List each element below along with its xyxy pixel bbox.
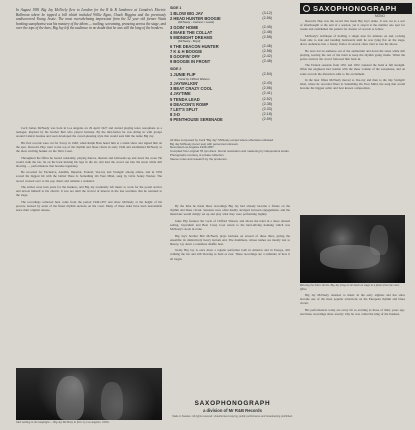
liner-notes-left bbox=[16, 126, 162, 215]
recording-credits bbox=[170, 139, 290, 161]
track-item: 2 HEAD HUNTER BOOGIE (2-56) (McNeely - Jackson / Lewis) bbox=[170, 16, 272, 25]
liner-paragraph: He once led an audience out of the auditorium and down the street while still playing, leaving the rest of the band to keep the rhythm going inside. When the police arrived, the crowd followed him back in. bbox=[300, 48, 405, 61]
liner-paragraph: Big Jay's brother Bob McNeely plays baritone on several of these titles, giving the ensemble its distinctively heavy bottom end. The drummers, whose names are mostly lost to history, lay down a relentless shuffle beat. bbox=[170, 233, 290, 246]
track-item: 1 JUNIE FLIP (2-54) Vocal by Clifford Watson bbox=[170, 72, 272, 81]
liner-paragraph: Big Jay McNeely returned to music in the early eighties and has since become one of the most popular attractions on the European rhythm and blues circuit. bbox=[300, 293, 405, 306]
track-item: 4 JAYTIME (2-41) bbox=[170, 91, 272, 97]
track-item: 8 3-D (2-18) bbox=[170, 112, 272, 118]
liner-paragraph: Throughout the fifties he toured constantly, playing dances, theatres and ballrooms up and down the coast. He would walk the bar, lie on his back kicking his legs in the air, and lead the crowd out into the street while still blowing — performances that became legendary. bbox=[16, 155, 162, 168]
liner-paragraph: His first records were cut for Savoy in 1948, when Ralph Bass heard him at a talent show and signed him on the spot. Deacon's Hop went to the top of the rhythm and blues charts in early 1949 and established McNeely as the most exciting honker on the West Coast. bbox=[16, 140, 162, 154]
credit-line: Big Jay McNeely (tenor sax) with personnel unknown. bbox=[170, 141, 239, 146]
track-item: 9 PENTHOUSE SERENADE (2-59) bbox=[170, 117, 272, 123]
track-item: 9 BOOGIE IN FRONT (2-48) bbox=[170, 59, 272, 65]
track-item: 5 TENDA LEAD (2-52) bbox=[170, 96, 272, 102]
stage-photo bbox=[300, 215, 405, 283]
side-1-tracks bbox=[170, 11, 290, 64]
liner-paragraph: He recorded for Exclusive, Aladdin, Imperial, Federal, Vee-Jay and Swingin' among others, and in 1959 scored his biggest hit with the ballad There Is Something On Your Mind, sung by Little Sonny Warner. The record crossed over to the pop charts and remains a standard. bbox=[16, 170, 162, 183]
track-item: 7 LET'S SPLIT (2-33) bbox=[170, 106, 272, 112]
liner-paragraph: The recordings collected here come from the period 1949-1957 and show McNeely at the height of his powers, backed by some of the finest rhythm sections on the coast. Many of these sides have been unavailable since their original release. bbox=[16, 199, 162, 213]
liner-paragraph: His performances today are every bit as exciting as those of thirty years ago, and these recordings show exactly why he was called the king of the honkers. bbox=[300, 307, 405, 316]
label-logo-text: SAXOPHONOGRAPH bbox=[313, 4, 397, 13]
track-item: 5 MIDNIGHT DREAMS (2-58) (McNeely - Boyd) bbox=[170, 35, 272, 44]
liner-paragraph: In the later fifties McNeely moved to Vee-Jay and then to the tiny Swingin' label, where he recorded There Is Something On Your Mind, the song that would become his biggest seller and best known composition. bbox=[300, 78, 405, 91]
record-disc-icon bbox=[303, 5, 310, 12]
liner-paragraph: Deacon's Hop was the record that made Big Jay's name. It was cut as a sort of afterthought at the end of a session, yet it stayed at the number one spot for weeks and established the pattern for dozens of records to follow. bbox=[300, 19, 405, 32]
track-item: 7 K & H BOOGIE (2-58) bbox=[170, 48, 272, 54]
liner-paragraph: Today Big Jay is once more a regular performer both in America and in Europe, still walking the bar and still blowing as hard as ever. These recordings are a reminder of how it all began. bbox=[170, 248, 290, 261]
track-item: 1 BLOW BIG JAY (3-12) bbox=[170, 11, 272, 16]
intro-text: In August 1981 Big Jay McNeely flew to London for the R & B Jamboree at Camden's Electric Ballroom where he topped a bill which included Willie Egan, Chuck Higgins and the previously undiscovered Young Jessie. The most overwhelming impression from the 52 year old former Watts honking saxophonist was his mastery of the idiom — wailing, screaming, prancing across the stage, and over the tops of the bars, Big Jay left the audience in no doubt that he was still the king of the honkers. bbox=[16, 8, 166, 31]
label-logo bbox=[300, 3, 412, 14]
photo-caption: SAX wailing in the lamplight — Big Jay McNeely in full cry, Los Angeles, 1950s. bbox=[16, 420, 110, 424]
credit-line: All titles composed by Cecil "Big Jay" McNeely except where otherwise indicated. bbox=[170, 138, 274, 142]
track-item: 4 MAKE THE COLLAT (2-48) bbox=[170, 29, 272, 35]
tracklist bbox=[170, 6, 290, 126]
side-2-tracks bbox=[170, 72, 290, 122]
label-footer bbox=[170, 400, 295, 418]
side-2-label: SIDE 2 bbox=[170, 67, 182, 72]
footer-legal: Made in Sweden. All rights reserved. Unauthorised copying, public performance and broadcasting prohibited. bbox=[172, 415, 293, 418]
track-item: 8 GOOFIN' OFF (2-42) bbox=[170, 54, 272, 60]
credit-line: Sleeve notes and research by the producers. bbox=[170, 156, 228, 161]
credit-line: Compiled from original 78 rpm discs. Sound restoration and mastering by independent studio. bbox=[170, 149, 290, 154]
credit-line: Recorded Los Angeles 1949-1957. bbox=[170, 145, 215, 150]
footer-brand: SAXOPHONOGRAPH bbox=[194, 400, 271, 407]
track-item: 2 JAYWALKIN' (2-43) bbox=[170, 80, 272, 86]
liner-paragraph: McNeely's technique of holding a single note for minutes on end, rocking from side to side and bending backwards until he was lying flat on the stage, drove audiences into a frenzy. Police in several cities tried to ban his shows. bbox=[300, 33, 405, 47]
liner-paragraph: Junie Flip features the vocal of Clifford Watson, and shows the band in a more relaxed setting. Jaywalkin' and Beat Crazy Cool return to the hard-driving honking which was McNeely's stock in trade. bbox=[170, 218, 290, 232]
track-item: 3 GOIN' HOME (2-45) bbox=[170, 24, 272, 30]
credit-line: Photographs courtesy of private collection. bbox=[170, 152, 225, 157]
liner-notes-middle bbox=[170, 204, 290, 263]
track-item: 6 THE DEACON HUNTER (2-46) bbox=[170, 43, 272, 49]
footer-division: a division of Mr R&B Records bbox=[203, 408, 262, 413]
side-1-label: SIDE 1 bbox=[170, 6, 182, 10]
photo-caption: Blowing the bitter streets. Big Jay lying on his back on stage in a photo from the early fifties. bbox=[300, 283, 400, 291]
track-item: 3 BEAT CRAZY COOL (2-56) bbox=[170, 86, 272, 92]
liner-notes-right-bottom bbox=[300, 293, 405, 318]
liner-paragraph: Cecil James McNeely was born in Los Angeles on 29 April 1927 and started playing tenor saxophone as a teenager, inspired by his brother Bob who played baritone. By the mid-forties he was sitting in with groups around Central Avenue and soon developed the crowd-pleasing style that would earn him the name Big Jay. bbox=[16, 126, 162, 139]
liner-notes-right bbox=[300, 19, 405, 93]
liner-paragraph: The Federal sessions from 1951 and 1952 captured the band at full strength. Often the engineers had trouble with the sheer volume of the saxophone, and on some records the distortion adds to the excitement. bbox=[300, 63, 405, 76]
liner-paragraph: The sixties were lean years for the honkers, and Big Jay eventually left music to work for the postal service and devote himself to his church. It was not until the revival of interest in the late seventies that he returned to the stage. bbox=[16, 185, 162, 198]
mono-label: MONO bbox=[375, 14, 385, 18]
liner-paragraph: By the time he made these recordings Big Jay had already become a fixture on the rhythm and blues circuit. Sessions were often hastily arranged between engagements, and the musicians would simply set up and play what they were performing nightly. bbox=[170, 204, 290, 217]
track-item: 6 DEACON'S ROMP (2-38) bbox=[170, 101, 272, 107]
saxophonist-photo bbox=[16, 368, 162, 420]
